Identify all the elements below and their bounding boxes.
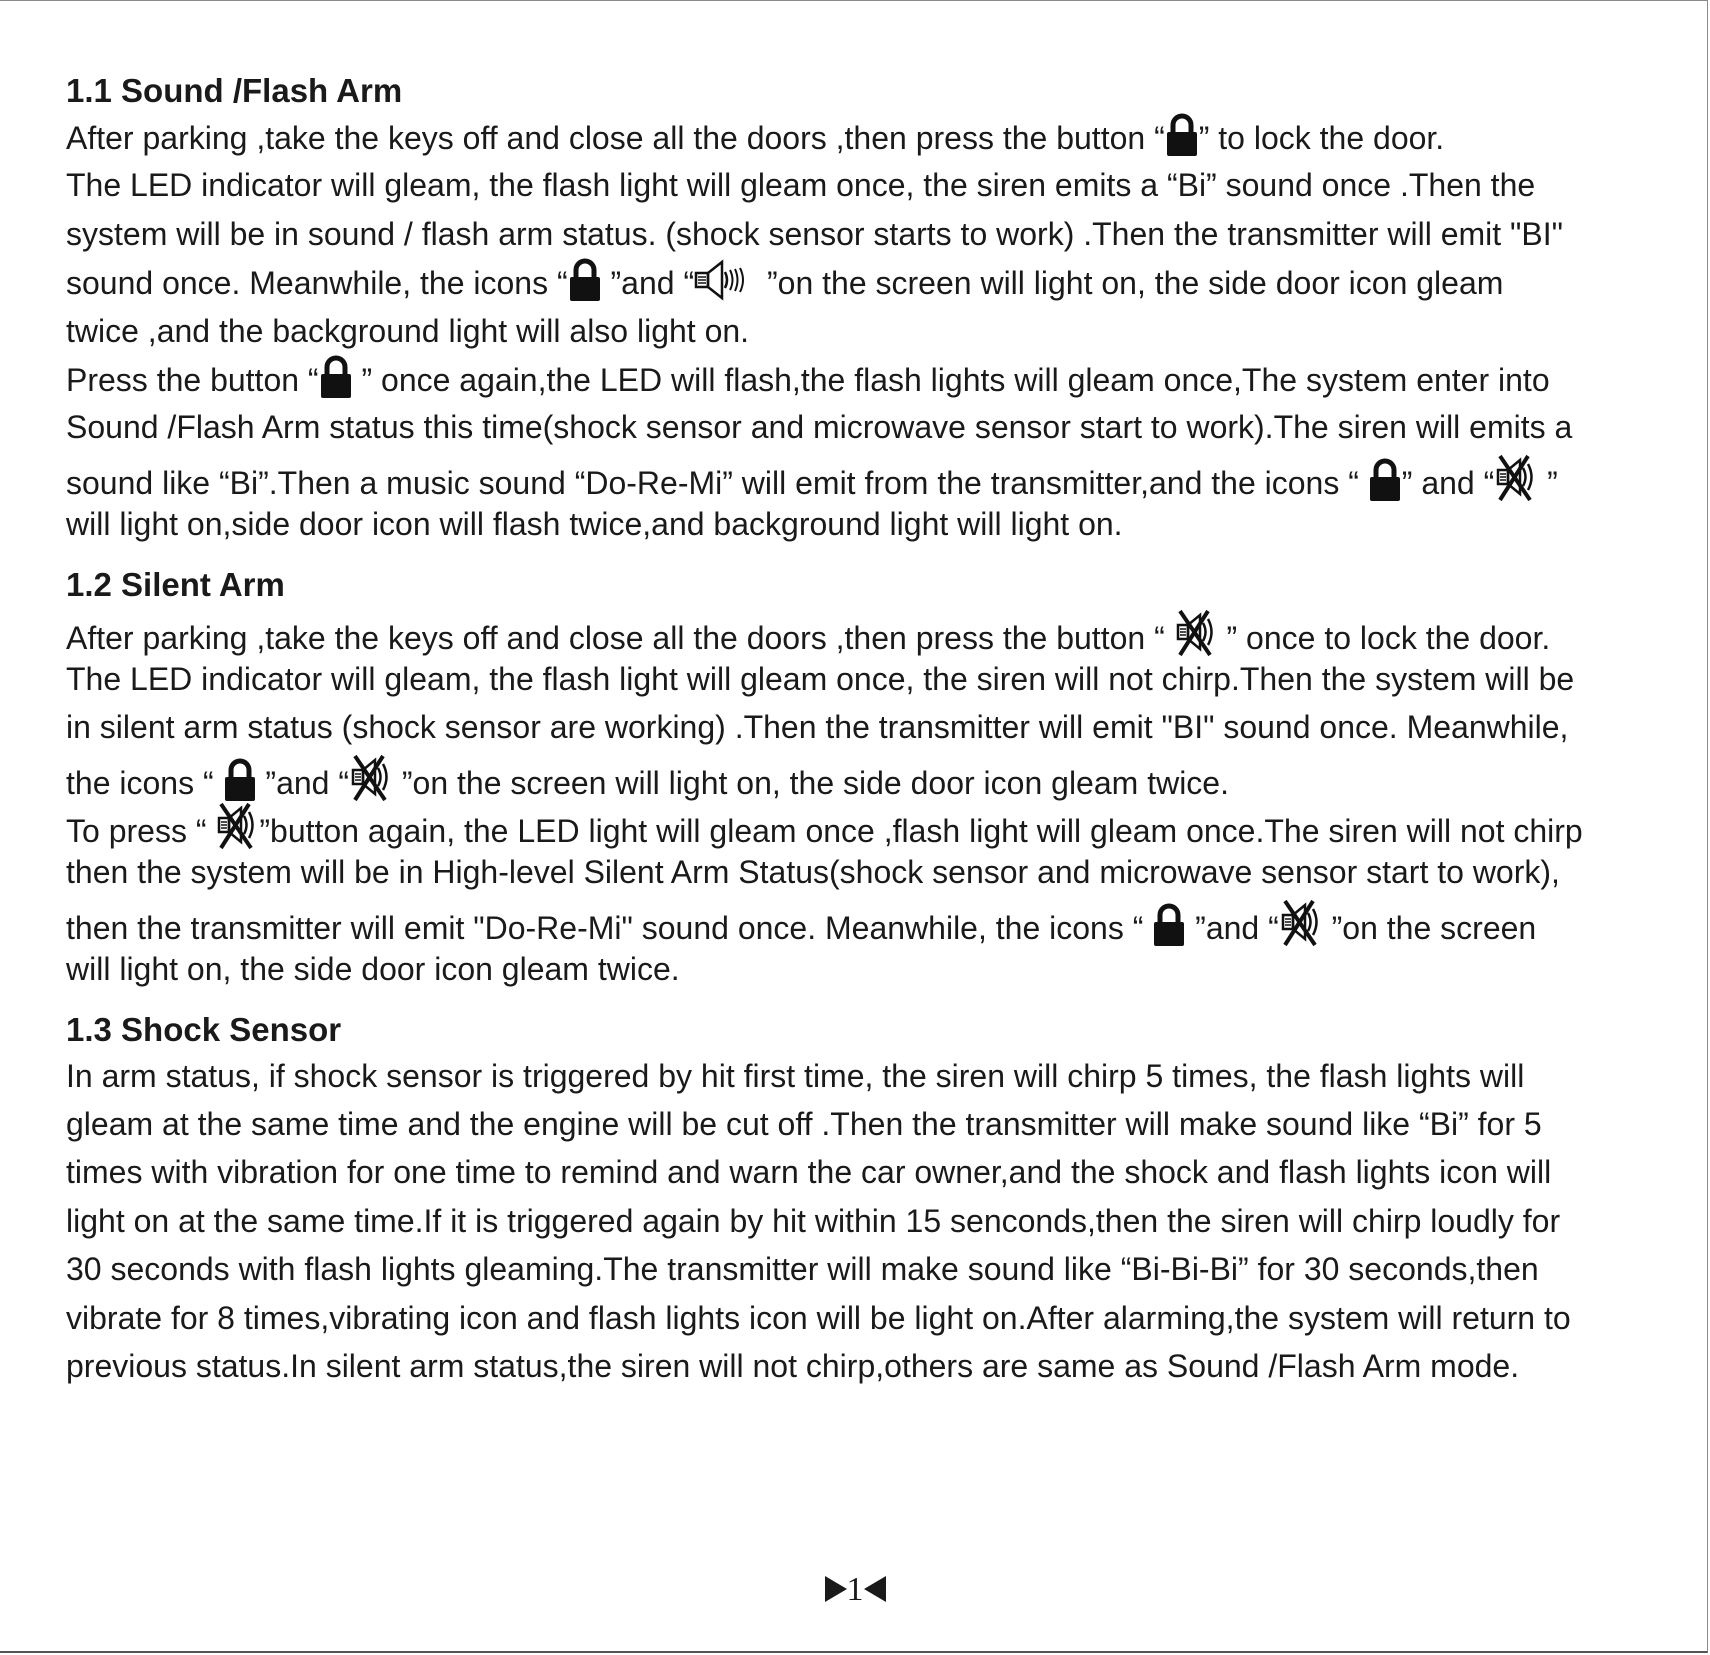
section-heading: 1.1 Sound /Flash Arm (66, 72, 403, 109)
text-line (66, 355, 1666, 403)
text-segment: After parking ,take the keys off and close all the doors ,then press the button “ (66, 619, 1174, 656)
text-segment: 30 seconds with flash lights gleaming.The transmitter will make sound like “Bi-Bi-Bi” for 30 seconds,then (66, 1251, 1539, 1288)
text-line (66, 307, 1666, 355)
text-segment: will light on,side door icon will flash twice,and background light will light on. (66, 506, 1123, 543)
text-segment: light on at the same time.If it is triggered again by hit within 15 senconds,then the siren will chirp loudly for (66, 1202, 1561, 1239)
text-segment: ” once again,the LED will flash,the flash lights will gleam once,The system enter into (352, 361, 1550, 398)
text-line (66, 403, 1666, 451)
text-segment: ”button again, the LED light will gleam once ,flash light will gleam once.The siren will not chirp (259, 813, 1583, 850)
section-paragraph (66, 607, 1666, 994)
text-segment: will light on, the side door icon gleam twice. (66, 951, 680, 988)
speaker-sound-icon (694, 258, 758, 302)
lock-icon (568, 258, 602, 302)
text-line (66, 1197, 1666, 1245)
text-segment: ”and “ (1186, 909, 1279, 946)
lock-icon (1368, 458, 1402, 502)
text-segment: in silent arm status (shock sensor are working) .Then the transmitter will emit "BI" sound once. Meanwhile, (66, 709, 1569, 746)
text-segment: then the transmitter will emit "Do-Re-Mi" sound once. Meanwhile, the icons “ (66, 909, 1153, 946)
text-line (66, 752, 1666, 800)
speaker-muted-icon (1494, 452, 1538, 502)
text-segment: system will be in sound / flash arm status. (shock sensor starts to work) .Then the transmitter will emit "BI" (66, 215, 1563, 252)
text-segment: sound like “Bi”.Then a music sound “Do-Re-Mi” will emit from the transmitter,and the icons “ (66, 464, 1368, 501)
text-line (66, 703, 1666, 751)
text-segment: After parking ,take the keys off and close all the doors ,then press the button “ (66, 120, 1165, 156)
lock-icon (1165, 113, 1199, 157)
speaker-muted-icon (1279, 897, 1323, 947)
text-segment: To press “ (66, 813, 216, 850)
text-segment: ”on the screen (1322, 909, 1537, 946)
section-gap (66, 549, 1666, 563)
text-segment: In arm status, if shock sensor is triggered by hit first time, the siren will chirp 5 times, the flash lights will (66, 1057, 1525, 1094)
text-line (66, 500, 1666, 548)
text-segment: ” and “ (1401, 464, 1495, 501)
section-paragraph (66, 113, 1666, 549)
lock-icon (1152, 903, 1186, 947)
text-line (66, 1245, 1666, 1293)
page-footer (0, 1571, 1710, 1611)
right-triangle-icon (825, 1573, 847, 1611)
text-line (66, 848, 1666, 896)
text-segment: sound once. Meanwhile, the icons “ (66, 265, 568, 302)
text-segment: ”and “ (256, 764, 349, 801)
text-segment: ” (1538, 464, 1558, 501)
page-content (66, 69, 1666, 1390)
text-line (66, 113, 1666, 161)
text-segment: ” to lock the door. (1198, 120, 1445, 156)
text-line (66, 161, 1666, 209)
text-segment: ”on the screen will light on, the side door icon gleam twice. (393, 764, 1229, 801)
text-line (66, 258, 1666, 306)
text-line (66, 210, 1666, 258)
text-line (66, 1294, 1666, 1342)
text-segment: The LED indicator will gleam, the flash light will gleam once, the siren will not chirp.Then the system will be (66, 660, 1575, 697)
text-line (66, 452, 1666, 500)
text-segment: then the system will be in High-level Silent Arm Status(shock sensor and microwave sensor start to work), (66, 854, 1560, 891)
text-segment: The LED indicator will gleam, the flash light will gleam once, the siren emits a “Bi” sound once .Then the (66, 167, 1536, 204)
text-line (66, 800, 1666, 848)
text-segment: Press the button “ (66, 361, 319, 398)
section-heading: 1.2 Silent Arm (66, 565, 285, 603)
text-line (66, 1148, 1666, 1196)
lock-icon (223, 758, 257, 802)
text-segment: previous status.In silent arm status,the siren will not chirp,others are same as Sound /Flash Arm mode. (66, 1347, 1520, 1384)
text-segment: gleam at the same time and the engine will be cut off .Then the transmitter will make sound like “Bi” for 5 (66, 1106, 1542, 1143)
text-line (66, 1342, 1666, 1390)
text-line (66, 945, 1666, 993)
speaker-muted-icon (215, 800, 259, 850)
left-triangle-icon (864, 1573, 886, 1611)
section-gap (66, 994, 1666, 1008)
page-number: 1 (846, 1571, 864, 1608)
section-paragraph (66, 1052, 1666, 1391)
text-segment: the icons “ (66, 764, 223, 801)
text-line (66, 655, 1666, 703)
text-segment: ”and “ (601, 265, 695, 302)
text-segment: ” once to lock the door. (1217, 619, 1551, 656)
text-segment: vibrate for 8 times,vibrating icon and flash lights icon will be light on.After alarming,the system will return to (66, 1299, 1571, 1336)
lock-icon (319, 355, 353, 399)
speaker-muted-icon (349, 752, 393, 802)
speaker-muted-icon (1174, 607, 1218, 657)
text-line (66, 607, 1666, 655)
text-segment: Sound /Flash Arm status this time(shock sensor and microwave sensor start to work).The siren will emits a (66, 409, 1573, 446)
text-line (66, 897, 1666, 945)
text-segment: times with vibration for one time to remind and warn the car owner,and the shock and flash lights icon will (66, 1154, 1552, 1191)
text-segment: twice ,and the background light will also light on. (66, 312, 750, 349)
text-segment: ”on the screen will light on, the side door icon gleam (758, 265, 1504, 302)
text-line (66, 1052, 1666, 1100)
section-heading: 1.3 Shock Sensor (66, 1010, 342, 1048)
text-line (66, 1100, 1666, 1148)
